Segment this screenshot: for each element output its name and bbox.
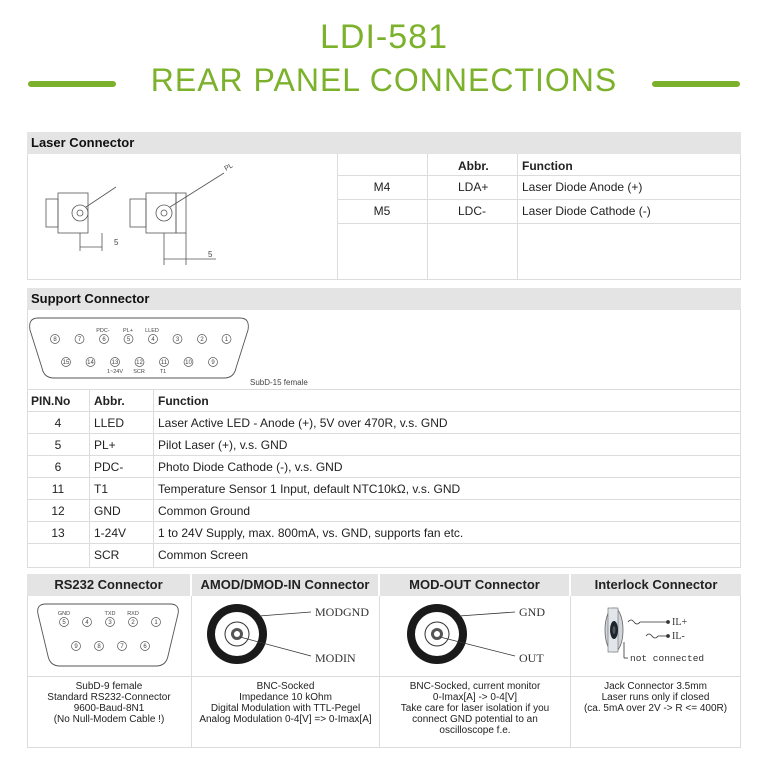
subd9-bottom-pin-number: 7 <box>120 644 124 650</box>
interlock-title: Interlock Connector <box>571 574 741 596</box>
amod-bnc-diagram <box>193 600 377 672</box>
subd15-bottom-pin-number: 12 <box>136 360 143 366</box>
subd9-top-pin-number: 2 <box>131 620 135 626</box>
interlock-jack-diagram <box>572 600 740 672</box>
rxd-pin-label: RXD <box>127 611 139 617</box>
subd9-top-pin-number: 4 <box>85 620 89 626</box>
support-col-abbr: Abbr. <box>94 394 125 408</box>
support-row-abbr: PDC- <box>94 460 124 474</box>
support-col-function: Function <box>158 394 209 408</box>
support-row-pin: 12 <box>51 504 65 518</box>
model-title: LDI-581 <box>320 18 448 56</box>
dim-label-2: 5 <box>208 250 213 259</box>
pl-pin-label: PL+ <box>123 328 133 334</box>
support-connector-title: Support Connector <box>27 288 741 310</box>
subd15-bottom-pin-number: 15 <box>62 360 70 366</box>
subd15-top-pin-number: 5 <box>126 337 131 343</box>
laser-col-function: Function <box>522 159 573 173</box>
subd15-top-pin-number: 1 <box>224 337 229 343</box>
txd-pin-label: TXD <box>104 611 116 617</box>
modout-description: BNC-Socked, current monitor 0-Imax[A] -> 0-4[V] Take care for laser isolation if you connect GND potential to an oscilloscope f.e. <box>400 681 550 736</box>
scr-pin-label: SCR <box>133 369 145 375</box>
support-connector-section <box>27 288 741 310</box>
rs232-description: SubD-9 female Standard RS232-Connector 9600-Baud-8N1 (No Null-Modem Cable !) <box>47 681 171 725</box>
support-row-pin: 13 <box>51 526 65 540</box>
subd15-top-pin-number: 2 <box>200 337 204 343</box>
support-row-function: Temperature Sensor 1 Input, default NTC10kΩ, v.s. GND <box>158 482 461 496</box>
modin-label: MODIN <box>315 651 356 665</box>
support-col-pin: PIN.No <box>31 394 71 408</box>
gnd-label: GND <box>519 605 545 619</box>
subd15-top-pin-number: 6 <box>102 337 106 343</box>
out-label: OUT <box>519 651 544 665</box>
subd9-top-pin-number: 5 <box>62 620 66 626</box>
support-row-abbr: T1 <box>94 482 109 496</box>
right-divider <box>652 81 740 87</box>
supply-pin-label: 1~24V <box>106 369 124 375</box>
modout-bnc-diagram <box>381 600 567 672</box>
dim-label-1: 5 <box>114 238 119 247</box>
subd9-top-pin-number: 1 <box>154 620 158 626</box>
laser-connector-title: Laser Connector <box>27 132 741 154</box>
pdc-pin-label: PDC- <box>96 328 110 334</box>
support-row-function: Common Screen <box>158 548 249 562</box>
subd15-top-pin-number: 7 <box>77 337 82 343</box>
support-row-pin: 4 <box>54 416 62 430</box>
subd15-bottom-pin-number: 9 <box>211 360 215 366</box>
laser-row-function: Laser Diode Anode (+) <box>522 180 643 194</box>
support-row-function: Common Ground <box>158 504 251 518</box>
support-row-abbr: LLED <box>94 416 125 430</box>
subd15-top-pin-number: 3 <box>175 337 180 343</box>
il-plus-label: IL+ <box>672 617 688 628</box>
amod-description: BNC-Socked Impedance 10 kOhm Digital Modulation with TTL-Pegel Analog Modulation 0-4[V] => 0-Imax[A] <box>199 681 372 725</box>
amod-title: AMOD/DMOD-IN Connector <box>192 574 378 596</box>
modgnd-label: MODGND <box>315 605 369 619</box>
subd9-diagram <box>36 600 182 672</box>
subd15-bottom-pin-number: 13 <box>111 360 119 366</box>
lled-pin-label: LLED <box>145 328 159 334</box>
support-row-function: Pilot Laser (+), v.s. GND <box>158 438 288 452</box>
gnd-pin-label: GND <box>57 611 71 617</box>
laser-row-function: Laser Diode Cathode (-) <box>522 204 651 218</box>
t1-pin-label: T1 <box>159 369 167 375</box>
laser-connector-diagram <box>28 155 336 278</box>
support-row-pin: 6 <box>54 460 62 474</box>
subd15-top-pin-number: 8 <box>53 337 57 343</box>
interlock-description: Jack Connector 3.5mm Laser runs only if closed (ca. 5mA over 2V -> R <= 400R) <box>583 681 728 714</box>
support-row-abbr: GND <box>94 504 121 518</box>
rs232-title: RS232 Connector <box>27 574 190 596</box>
subd15-caption: SubD-15 female <box>250 378 308 387</box>
support-row-abbr: SCR <box>94 548 120 562</box>
support-row-pin: 11 <box>51 482 65 496</box>
il-minus-label: IL- <box>672 631 685 642</box>
page-subtitle: REAR PANEL CONNECTIONS <box>150 62 618 98</box>
support-row-abbr: PL+ <box>94 438 116 452</box>
support-row-abbr: 1-24V <box>94 526 127 540</box>
subd15-bottom-pin-number: 11 <box>160 360 168 366</box>
subd9-top-pin-number: 3 <box>108 620 112 626</box>
subd9-bottom-pin-number: 8 <box>97 644 101 650</box>
support-row-function: 1 to 24V Supply, max. 800mA, vs. GND, supports fan etc. <box>158 526 464 540</box>
support-row-function: Photo Diode Cathode (-), v.s. GND <box>158 460 343 474</box>
modout-title: MOD-OUT Connector <box>380 574 569 596</box>
subd15-bottom-pin-number: 10 <box>185 360 192 366</box>
subd9-bottom-pin-number: 6 <box>143 644 147 650</box>
laser-row-pin: M4 <box>373 180 391 194</box>
subd15-top-pin-number: 4 <box>151 337 155 343</box>
support-row-function: Laser Active LED - Anode (+), 5V over 470R, v.s. GND <box>158 416 448 430</box>
pl-label: PL <box>223 162 235 173</box>
laser-row-abbr: LDC- <box>458 204 487 218</box>
not-connected-label: not connected <box>630 653 705 664</box>
laser-row-abbr: LDA+ <box>458 180 489 194</box>
subd15-diagram <box>28 312 348 392</box>
laser-col-abbr: Abbr. <box>458 159 489 173</box>
support-row-pin: 5 <box>54 438 62 452</box>
subd15-bottom-pin-number: 14 <box>87 360 94 366</box>
laser-row-pin: M5 <box>373 204 391 218</box>
subd9-bottom-pin-number: 9 <box>74 644 78 650</box>
